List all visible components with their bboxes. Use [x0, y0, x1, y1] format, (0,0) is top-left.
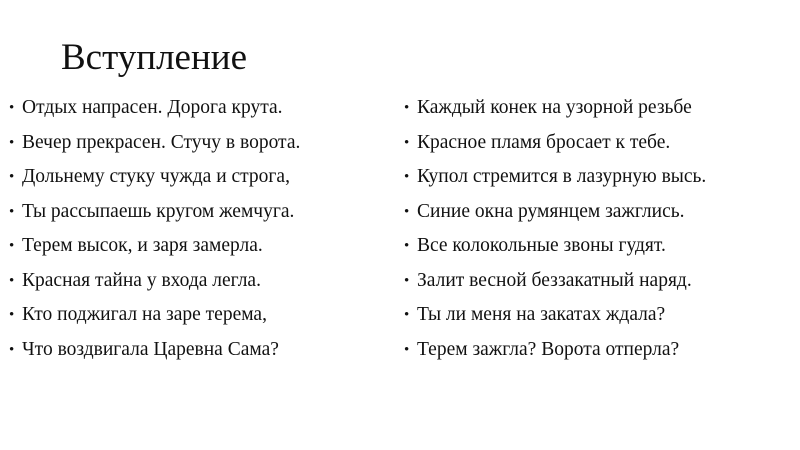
list-item — [9, 301, 300, 336]
list-item — [9, 198, 300, 233]
list-item — [9, 232, 300, 267]
bullet-icon: • — [9, 169, 15, 185]
list-item-text: Синие окна румянцем зажглись. — [417, 200, 685, 222]
list-item-text: Кто поджигал на заре терема, — [22, 304, 267, 325]
bullet-icon: • — [404, 272, 410, 289]
bullet-icon: • — [404, 100, 410, 116]
list-item-text: Купол стремится в лазурную высь. — [417, 166, 707, 187]
list-item-text: Ты рассыпаешь кругом жемчуга. — [22, 200, 295, 222]
list-item-text: Что воздвигала Царевна Сама? — [22, 338, 279, 360]
list-item — [9, 336, 300, 371]
list-item — [404, 301, 706, 336]
slide-title: Вступление — [61, 37, 247, 78]
list-item — [404, 232, 706, 267]
list-item — [9, 94, 300, 129]
list-item-text: Залит весной беззакатный наряд. — [417, 269, 692, 291]
list-item-text: Красная тайна у входа легла. — [22, 269, 261, 291]
list-item — [9, 129, 300, 164]
list-item — [404, 163, 706, 198]
list-item — [404, 336, 706, 371]
bullet-icon: • — [404, 203, 410, 220]
bullet-icon: • — [9, 100, 15, 116]
list-item-text: Каждый конек на узорной резьбе — [417, 97, 692, 118]
bullet-icon: • — [404, 169, 410, 185]
bullet-icon: • — [9, 134, 15, 151]
list-item — [404, 267, 706, 302]
left-column-list — [9, 94, 300, 370]
list-item — [404, 129, 706, 164]
bullet-icon: • — [9, 341, 15, 358]
list-item-text: Терем высок, и заря замерла. — [22, 235, 263, 256]
bullet-icon: • — [9, 307, 15, 323]
bullet-icon: • — [9, 203, 15, 220]
list-item — [9, 163, 300, 198]
list-item-text: Терем зажгла? Ворота отперла? — [417, 338, 680, 360]
list-item — [9, 267, 300, 302]
bullet-icon: • — [404, 238, 410, 254]
list-item-text: Отдых напрасен. Дорога крута. — [22, 97, 283, 118]
bullet-icon: • — [9, 238, 15, 254]
list-item — [404, 198, 706, 233]
list-item-text: Все колокольные звоны гудят. — [417, 235, 666, 256]
list-item — [404, 94, 706, 129]
bullet-icon: • — [9, 272, 15, 289]
list-item-text: Ты ли меня на закатах ждала? — [417, 304, 666, 325]
bullet-icon: • — [404, 134, 410, 151]
list-item-text: Красное пламя бросает к тебе. — [417, 131, 671, 153]
right-column-list — [404, 94, 706, 370]
list-item-text: Вечер прекрасен. Стучу в ворота. — [22, 131, 301, 153]
list-item-text: Дольнему стуку чужда и строга, — [22, 166, 290, 187]
bullet-icon: • — [404, 341, 410, 358]
bullet-icon: • — [404, 307, 410, 323]
